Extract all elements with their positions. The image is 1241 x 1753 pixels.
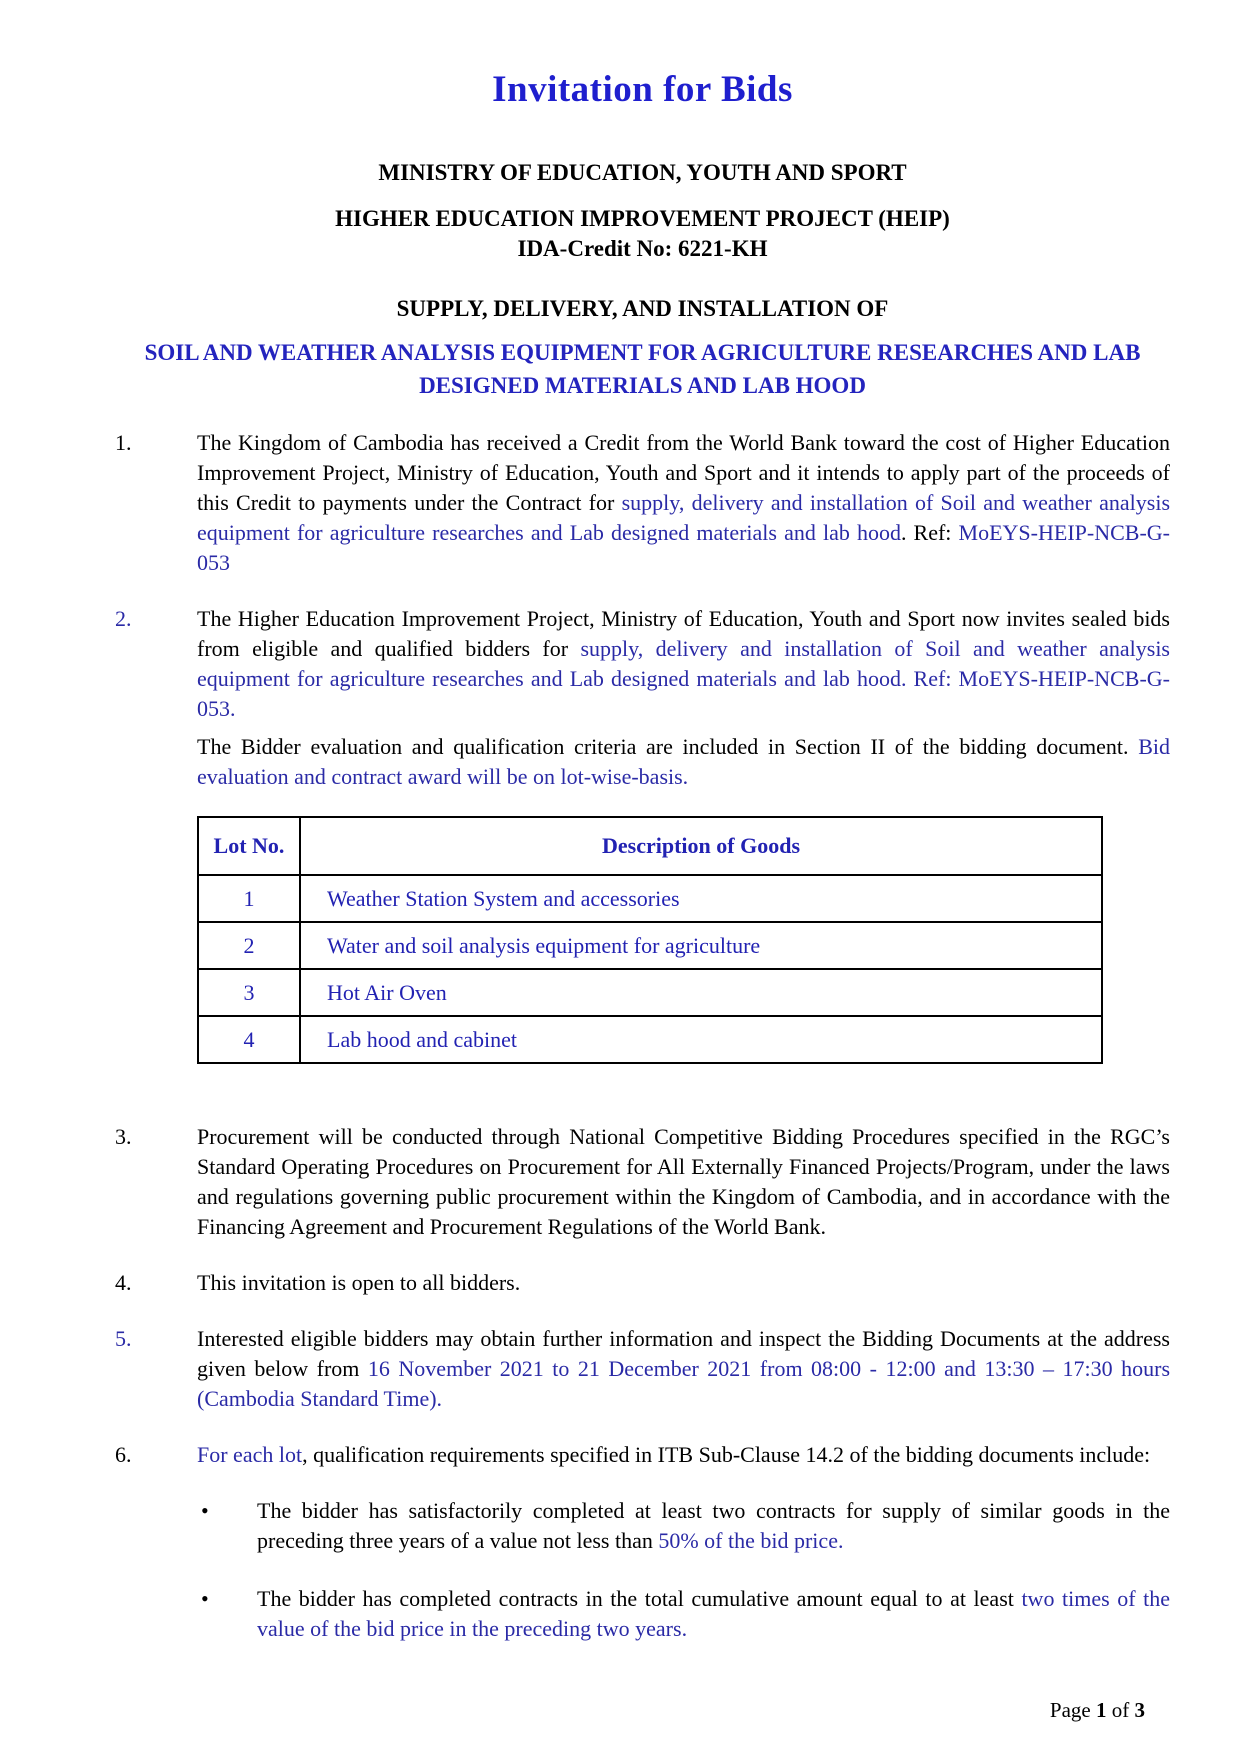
paragraph-2-number: 2. <box>115 606 132 631</box>
description-cell: Hot Air Oven <box>300 969 1102 1016</box>
table-header-description: Description of Goods <box>300 817 1102 875</box>
text-segment: 50% of the bid price. <box>658 1528 844 1553</box>
paragraph-6-number: 6. <box>115 1442 132 1467</box>
footer-page-number: 1 <box>1096 1698 1107 1722</box>
bullet-marker: • <box>201 1498 209 1523</box>
text-segment: two times of the value of the bid price in the preceding two years. <box>257 1586 1170 1641</box>
text-segment: supply, delivery and installation of Soil and weather analysis equipment for agriculture researches and Lab designed materials and lab hood. Ref: MoEYS-HEIP-NCB-G-053. <box>197 636 1170 721</box>
paragraph-6-text <box>197 1440 1170 1470</box>
table-header-lot: Lot No. <box>198 817 300 875</box>
paragraph-2 <box>115 604 1170 724</box>
qualification-bullets <box>197 1496 1170 1644</box>
bullet-marker: • <box>201 1586 209 1611</box>
bullet-1-text <box>257 1496 1170 1556</box>
bullet-2-text <box>257 1584 1170 1644</box>
ministry-line: MINISTRY OF EDUCATION, YOUTH AND SPORT <box>378 160 907 185</box>
text-segment: supply, delivery and installation of Soil and weather analysis equipment for agriculture researches and Lab designed materials and lab hood <box>197 490 1171 545</box>
bullet-item <box>197 1496 1170 1556</box>
footer-total-pages: 3 <box>1134 1698 1145 1722</box>
text-segment: The bidder has satisfactorily completed at least two contracts for supply of similar goods in the preceding three years of a value not less than <box>257 1498 1170 1553</box>
project-line: HIGHER EDUCATION IMPROVEMENT PROJECT (HEIP) <box>335 206 950 231</box>
description-cell: Water and soil analysis equipment for agriculture <box>300 922 1102 969</box>
text-segment: This invitation is open to all bidders. <box>197 1270 521 1295</box>
paragraph-4 <box>115 1268 1170 1298</box>
text-segment: The Higher Education Improvement Project, Ministry of Education, Youth and Sport now invites sealed bids from eligible and qualified bidders for <box>197 606 1170 661</box>
paragraph-1 <box>115 428 1170 578</box>
text-segment: The bidder has completed contracts in the total cumulative amount equal to at least <box>257 1586 1022 1611</box>
text-segment: . Ref: <box>900 520 959 545</box>
lot-cell: 3 <box>198 969 300 1016</box>
table-row <box>198 969 1102 1016</box>
text-segment: Procurement will be conducted through National Competitive Bidding Procedures specified in the RGC’s Standard Operating Procedures on Procurement for All Externally Financed Projects/Program, under the laws and regulations governing public procurement within the Kingdom of Cambodia, and in accordance with the Financing Agreement and Procurement Regulations of the World Bank. <box>197 1124 1170 1239</box>
evaluation-note <box>197 732 1170 792</box>
paragraph-1-number: 1. <box>115 430 132 455</box>
paragraph-5-text <box>197 1324 1170 1414</box>
text-segment: Interested eligible bidders may obtain further information and inspect the Bidding Documents at the address given below from <box>197 1326 1170 1381</box>
table-row <box>198 922 1102 969</box>
description-cell: Weather Station System and accessories <box>300 875 1102 922</box>
table-row <box>198 875 1102 922</box>
paragraph-2-text <box>197 604 1170 724</box>
lot-cell: 2 <box>198 922 300 969</box>
lot-cell: 4 <box>198 1016 300 1063</box>
lots-table <box>197 816 1103 1064</box>
paragraph-3-text <box>197 1122 1170 1242</box>
table-row <box>198 1016 1102 1063</box>
paragraph-3 <box>115 1122 1170 1242</box>
text-segment: 16 November 2021 to 21 December 2021 from 08:00 - 12:00 and 13:30 – 17:30 hours (Cambodia Standard Time). <box>197 1356 1171 1411</box>
paragraph-3-number: 3. <box>115 1124 132 1149</box>
text-segment: Bid evaluation and contract award will be on lot-wise-basis. <box>197 734 1170 789</box>
footer-of-label: of <box>1111 1698 1130 1722</box>
paragraph-1-text <box>197 428 1170 578</box>
paragraph-4-text <box>197 1268 1170 1298</box>
lot-cell: 1 <box>198 875 300 922</box>
paragraph-4-number: 4. <box>115 1270 132 1295</box>
text-segment: The Kingdom of Cambodia has received a Credit from the World Bank toward the cost of Higher Education Improvement Project, Ministry of Education, Youth and Sport and it intends to apply part of the proceeds of this Credit to payments under the Contract for <box>197 430 1170 515</box>
text-segment: MoEYS-HEIP-NCB-G-053 <box>197 520 1170 575</box>
paragraph-5 <box>115 1324 1170 1414</box>
paragraph-6 <box>115 1440 1170 1470</box>
bullet-item <box>197 1584 1170 1644</box>
paragraph-5-number: 5. <box>115 1326 132 1351</box>
supply-line: SUPPLY, DELIVERY, AND INSTALLATION OF <box>396 296 889 321</box>
text-segment: For each lot <box>197 1442 303 1467</box>
text-segment: The Bidder evaluation and qualification criteria are included in Section II of the bidding document. <box>197 734 1139 759</box>
footer-page-label: Page <box>1049 1698 1091 1722</box>
page-footer <box>1050 1698 1145 1723</box>
description-cell: Lab hood and cabinet <box>300 1016 1102 1063</box>
table-header-row <box>198 817 1102 875</box>
subject-heading: SOIL AND WEATHER ANALYSIS EQUIPMENT FOR AGRICULTURE RESEARCHES AND LAB DESIGNED MATERIALS AND LAB HOOD <box>144 340 1141 398</box>
credit-number-line: IDA-Credit No: 6221-KH <box>517 236 768 261</box>
document-title: Invitation for Bids <box>492 69 793 110</box>
text-segment: , qualification requirements specified in ITB Sub-Clause 14.2 of the bidding documents include: <box>302 1442 1151 1467</box>
